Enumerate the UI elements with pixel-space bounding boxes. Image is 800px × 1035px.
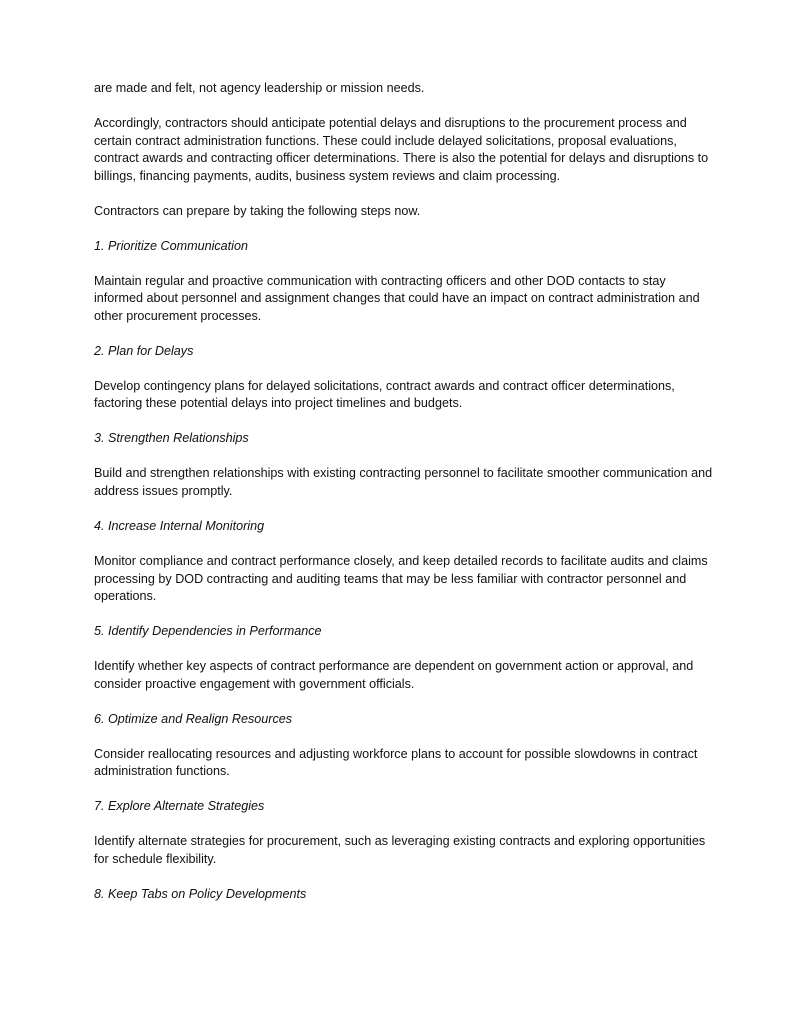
step-heading-1: 1. Prioritize Communication <box>94 238 248 253</box>
step-body-7: Identify alternate strategies for procurement, such as leveraging existing contracts and exploring opportunities for schedule flexibility. <box>94 834 706 866</box>
paragraph-continuation: are made and felt, not agency leadership or mission needs. <box>94 81 425 95</box>
step-heading-4: 4. Increase Internal Monitoring <box>94 519 265 534</box>
step-heading-7: 7. Explore Alternate Strategies <box>94 799 265 814</box>
step-body-6: Consider reallocating resources and adjusting workforce plans to account for possible slowdowns in contract administration functions. <box>94 746 698 779</box>
step-body-5: Identify whether key aspects of contract performance are dependent on government action or approval, and consider proactive engagement with government officials. <box>94 659 694 691</box>
paragraph-anticipate-delays: Accordingly, contractors should anticipate potential delays and disruptions to the procurement process and certain contract administration functions. These could include delayed solicitations, proposal evaluations, contract awards and contracting officer determinations. There is also the potential for delays and disruptions to billings, financing payments, audits, business system reviews and claim processing. <box>94 115 709 183</box>
step-heading-5: 5. Identify Dependencies in Performance <box>94 624 322 639</box>
step-body-4: Monitor compliance and contract performance closely, and keep detailed records to facilitate audits and claims processing by DOD contracting and auditing teams that may be less familiar with contractor personnel and operations. <box>94 554 708 604</box>
step-body-2: Develop contingency plans for delayed solicitations, contract awards and contract officer determinations, factoring these potential delays into project timelines and budgets. <box>94 378 675 411</box>
paragraph-steps-intro: Contractors can prepare by taking the following steps now. <box>94 203 421 218</box>
document-page <box>94 80 714 921</box>
step-heading-6: 6. Optimize and Realign Resources <box>94 711 293 726</box>
step-body-1: Maintain regular and proactive communication with contracting officers and other DOD contacts to stay informed about personnel and assignment changes that could have an impact on contract administration and other procurement processes. <box>94 273 700 323</box>
step-heading-3: 3. Strengthen Relationships <box>94 431 249 446</box>
step-body-3: Build and strengthen relationships with existing contracting personnel to facilitate smoother communication and address issues promptly. <box>94 466 713 499</box>
step-heading-2: 2. Plan for Delays <box>94 343 194 358</box>
step-heading-8: 8. Keep Tabs on Policy Developments <box>94 886 307 901</box>
